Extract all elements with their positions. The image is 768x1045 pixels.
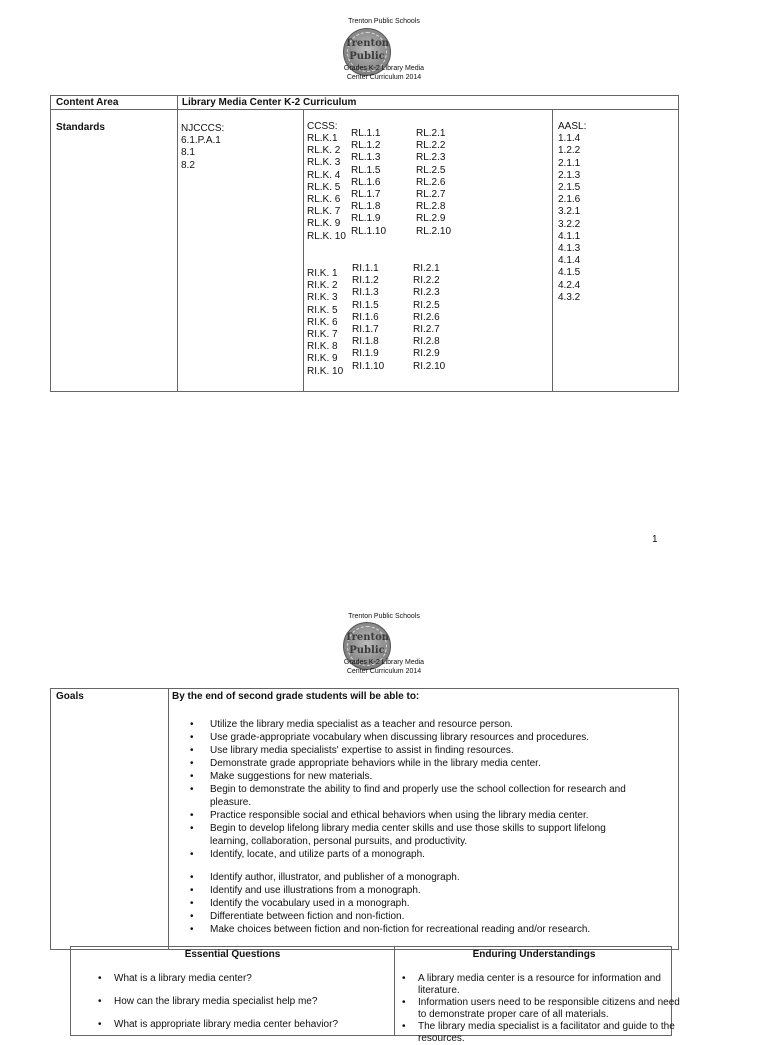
rl-k-list: RL.K.1 RL.K. 2 RL.K. 3 RL.K. 4 RL.K. 5 RL.K. 6 RL.K. 7 RL.K. 9 RL.K. 10 (307, 133, 346, 242)
list-item: • Identify and use illustrations from a monograph. (190, 884, 650, 897)
goals-intro: By the end of second grade students will be able to: (172, 691, 420, 702)
list-item: • Use grade-appropriate vocabulary when discussing library resources and procedures. (190, 731, 630, 744)
list-item: • Begin to develop lifelong library media center skills and use those skills to support lifelong learning, collaboration, personal pursuits, and productivity. (190, 822, 630, 848)
essential-questions-header: Essential Questions (184, 949, 281, 960)
list-item: • Demonstrate grade appropriate behaviors while in the library media center. (190, 757, 630, 770)
enduring-understandings-header: Enduring Understandings (472, 949, 596, 960)
ri-1-list: RI.1.1 RI.1.2 RI.1.3 RI.1.5 RI.1.6 RI.1.7 RI.1.8 RI.1.9 RI.1.10 (352, 263, 385, 372)
enduring-understandings-list (400, 973, 682, 1045)
list-item: • How can the library media specialist help me? (96, 996, 386, 1008)
rl-1-list: RL.1.1 RL.1.2 RL.1.3 RL.1.5 RL.1.6 RL.1.7 RL.1.8 RL.1.9 RL.1.10 (351, 128, 387, 237)
content-area-value: Library Media Center K-2 Curriculum (181, 97, 357, 108)
district-name: Trenton Public Schools (348, 18, 420, 25)
list-item: • Identify, locate, and utilize parts of a monograph. (190, 848, 630, 861)
page-number: 1 (652, 534, 658, 545)
ri-2-list: RI.2.1 RI.2.2 RI.2.3 RI.2.5 RI.2.6 RI.2.7 RI.2.8 RI.2.9 RI.2.10 (413, 263, 446, 372)
list-item: • Practice responsible social and ethical behaviors when using the library media center. (190, 809, 630, 822)
goals-list-secondary (190, 871, 650, 936)
standards-label: Standards (56, 122, 105, 133)
list-item: • Make suggestions for new materials. (190, 770, 630, 783)
ccss-label: CCSS: (307, 121, 338, 132)
list-item: • Begin to demonstrate the ability to find and properly use the school collection for research and pleasure. (190, 783, 630, 809)
list-item: • What is appropriate library media center behavior? (96, 1019, 386, 1031)
curriculum-subtitle-page2: Grades K-2 Library Media Center Curriculum 2014 (343, 659, 425, 675)
goals-label: Goals (56, 691, 84, 702)
ri-k-list: RI.K. 1 RI.K. 2 RI.K. 3 RI.K. 5 RI.K. 6 RI.K. 7 RI.K. 8 RI.K. 9 RI.K. 10 (307, 268, 344, 377)
list-item: • Differentiate between fiction and non-fiction. (190, 910, 650, 923)
list-item: • Use library media specialists' expertise to assist in finding resources. (190, 744, 630, 757)
school-seal-logo: Trenton Public (343, 28, 391, 76)
list-item: • Identify author, illustrator, and publisher of a monograph. (190, 871, 650, 884)
list-item: • Utilize the library media specialist as a teacher and resource person. (190, 718, 630, 731)
rl-2-list: RL.2.1 RL.2.2 RL.2.3 RL.2.5 RL.2.6 RL.2.7 RL.2.8 RL.2.9 RL.2.10 (416, 128, 452, 237)
content-area-label: Content Area (56, 97, 119, 108)
school-seal-logo-page2: Trenton Public (343, 622, 391, 670)
curriculum-subtitle: Grades K-2 Library Media Center Curriculum 2014 (343, 65, 425, 81)
list-item: • A library media center is a resource for information and literature. (400, 973, 682, 997)
list-item: • What is a library media center? (96, 973, 386, 985)
list-item: • The library media specialist is a facilitator and guide to the resources. (400, 1021, 682, 1045)
list-item: • Identify the vocabulary used in a monograph. (190, 897, 650, 910)
aasl-list: AASL: 1.1.4 1.2.2 2.1.1 2.1.3 2.1.5 2.1.6 3.2.1 3.2.2 4.1.1 4.1.3 4.1.4 4.1.5 4.2.4 4.3.2 (558, 121, 587, 303)
list-item: • Make choices between fiction and non-fiction for recreational reading and/or research. (190, 923, 650, 936)
njcccs-list: NJCCCS: 6.1.P.A.1 8.1 8.2 (181, 123, 225, 171)
list-item: • Information users need to be responsible citizens and need to demonstrate proper care of all materials. (400, 997, 682, 1021)
goals-list (190, 718, 630, 861)
district-name-page2: Trenton Public Schools (348, 613, 420, 620)
essential-questions-list (96, 973, 386, 1031)
